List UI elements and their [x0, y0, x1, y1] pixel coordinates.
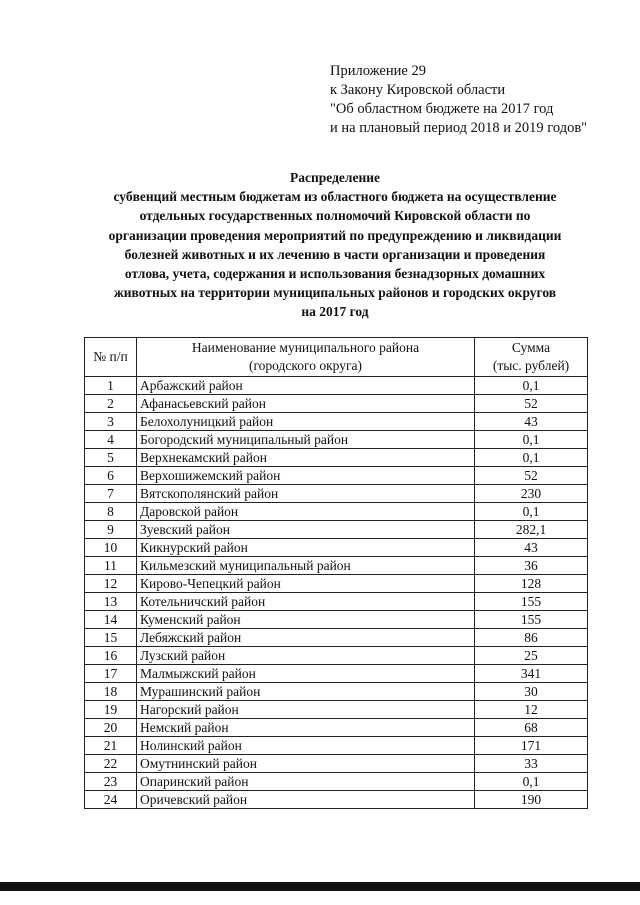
row-num: 14: [85, 611, 137, 629]
row-sum: 128: [475, 575, 588, 593]
row-num: 18: [85, 683, 137, 701]
header-sum: [475, 338, 588, 377]
table-row: [85, 449, 588, 467]
row-num: 10: [85, 539, 137, 557]
appendix-line: к Закону Кировской области: [330, 82, 506, 98]
row-num: 7: [85, 485, 137, 503]
row-name: Богородский муниципальный район: [137, 431, 475, 449]
header-name-line: (городского округа): [248, 358, 363, 373]
row-num: 9: [85, 521, 137, 539]
row-sum: 0,1: [475, 377, 588, 395]
row-num: 20: [85, 719, 137, 737]
row-num: 4: [85, 431, 137, 449]
row-num: 2: [85, 395, 137, 413]
row-sum: 30: [475, 683, 588, 701]
row-num: 6: [85, 467, 137, 485]
row-num: 19: [85, 701, 137, 719]
row-sum: 25: [475, 647, 588, 665]
row-num: 11: [85, 557, 137, 575]
row-num: 13: [85, 593, 137, 611]
row-name: Верхошижемский район: [137, 467, 475, 485]
table-row: [85, 773, 588, 791]
row-sum: 43: [475, 539, 588, 557]
row-name: Верхнекамский район: [137, 449, 475, 467]
row-sum: 0,1: [475, 449, 588, 467]
table-row: [85, 431, 588, 449]
table-row: [85, 539, 588, 557]
row-sum: 0,1: [475, 773, 588, 791]
row-name: Кильмезский муниципальный район: [137, 557, 475, 575]
row-name: Кикнурский район: [137, 539, 475, 557]
table-row: [85, 413, 588, 431]
row-name: Белохолуницкий район: [137, 413, 475, 431]
row-sum: 52: [475, 467, 588, 485]
row-num: 23: [85, 773, 137, 791]
table-row: [85, 395, 588, 413]
title-line: отлова, учета, содержания и использования безнадзорных домашних: [124, 266, 546, 282]
header-name-line: Наименование муниципального района: [191, 340, 420, 355]
appendix-header: [330, 62, 630, 138]
row-num: 3: [85, 413, 137, 431]
table-row: [85, 575, 588, 593]
row-num: 16: [85, 647, 137, 665]
header-name: [137, 338, 475, 377]
row-name: Оричевский район: [137, 791, 475, 809]
table-row: [85, 701, 588, 719]
row-name: Арбажский район: [137, 377, 475, 395]
row-sum: 43: [475, 413, 588, 431]
title-line: субвенций местным бюджетам из областного бюджета на осуществление: [113, 189, 557, 205]
appendix-line: "Об областном бюджете на 2017 год: [330, 101, 554, 117]
header-sum-line: Сумма: [511, 340, 551, 355]
table-row: [85, 377, 588, 395]
row-name: Опаринский район: [137, 773, 475, 791]
table-row: [85, 665, 588, 683]
table-row: [85, 593, 588, 611]
row-name: Омутнинский район: [137, 755, 475, 773]
header-num-label: № п/п: [93, 349, 128, 364]
row-sum: 190: [475, 791, 588, 809]
row-sum: 171: [475, 737, 588, 755]
row-sum: 68: [475, 719, 588, 737]
row-num: 15: [85, 629, 137, 647]
document-title: [70, 168, 600, 322]
title-line: отдельных государственных полномочий Кировской области по: [139, 208, 531, 224]
row-sum: 155: [475, 611, 588, 629]
row-name: Вятскополянский район: [137, 485, 475, 503]
row-name: Мурашинский район: [137, 683, 475, 701]
appendix-line: Приложение 29: [330, 63, 426, 79]
row-num: 22: [85, 755, 137, 773]
header-sum-line: (тыс. рублей): [492, 358, 570, 373]
row-sum: 0,1: [475, 431, 588, 449]
title-line: животных на территории муниципальных районов и городских округов: [113, 285, 557, 301]
table-row: [85, 629, 588, 647]
row-name: Кирово-Чепецкий район: [137, 575, 475, 593]
row-num: 8: [85, 503, 137, 521]
table-header-row: [85, 338, 588, 377]
title-line: организации проведения мероприятий по предупреждению и ликвидации: [108, 227, 562, 243]
table-row: [85, 719, 588, 737]
title-line: болезней животных и их лечению в части организации и проведения: [124, 246, 546, 262]
table-row: [85, 683, 588, 701]
table-row: [85, 755, 588, 773]
table-row: [85, 557, 588, 575]
distribution-table: [84, 337, 588, 809]
table-row: [85, 611, 588, 629]
row-name: Нолинский район: [137, 737, 475, 755]
row-name: Котельничский район: [137, 593, 475, 611]
row-num: 5: [85, 449, 137, 467]
title-line: на 2017 год: [301, 304, 369, 320]
table-row: [85, 467, 588, 485]
row-sum: 341: [475, 665, 588, 683]
table-row: [85, 791, 588, 809]
header-num: [85, 338, 137, 377]
row-name: Лузский район: [137, 647, 475, 665]
row-sum: 282,1: [475, 521, 588, 539]
row-name: Лебяжский район: [137, 629, 475, 647]
row-sum: 36: [475, 557, 588, 575]
row-name: Нагорский район: [137, 701, 475, 719]
row-num: 21: [85, 737, 137, 755]
title-line: Распределение: [289, 170, 381, 185]
table-row: [85, 503, 588, 521]
row-num: 24: [85, 791, 137, 809]
scan-edge-bar: [0, 882, 640, 891]
row-num: 12: [85, 575, 137, 593]
row-num: 1: [85, 377, 137, 395]
table-row: [85, 521, 588, 539]
row-name: Немский район: [137, 719, 475, 737]
row-sum: 52: [475, 395, 588, 413]
row-sum: 230: [475, 485, 588, 503]
row-sum: 0,1: [475, 503, 588, 521]
appendix-line: и на плановый период 2018 и 2019 годов": [330, 120, 588, 136]
row-name: Даровской район: [137, 503, 475, 521]
row-sum: 33: [475, 755, 588, 773]
table-row: [85, 647, 588, 665]
row-sum: 155: [475, 593, 588, 611]
row-sum: 12: [475, 701, 588, 719]
table-row: [85, 485, 588, 503]
row-sum: 86: [475, 629, 588, 647]
row-name: Зуевский район: [137, 521, 475, 539]
row-name: Малмыжский район: [137, 665, 475, 683]
row-name: Куменский район: [137, 611, 475, 629]
row-num: 17: [85, 665, 137, 683]
row-name: Афанасьевский район: [137, 395, 475, 413]
table-row: [85, 737, 588, 755]
